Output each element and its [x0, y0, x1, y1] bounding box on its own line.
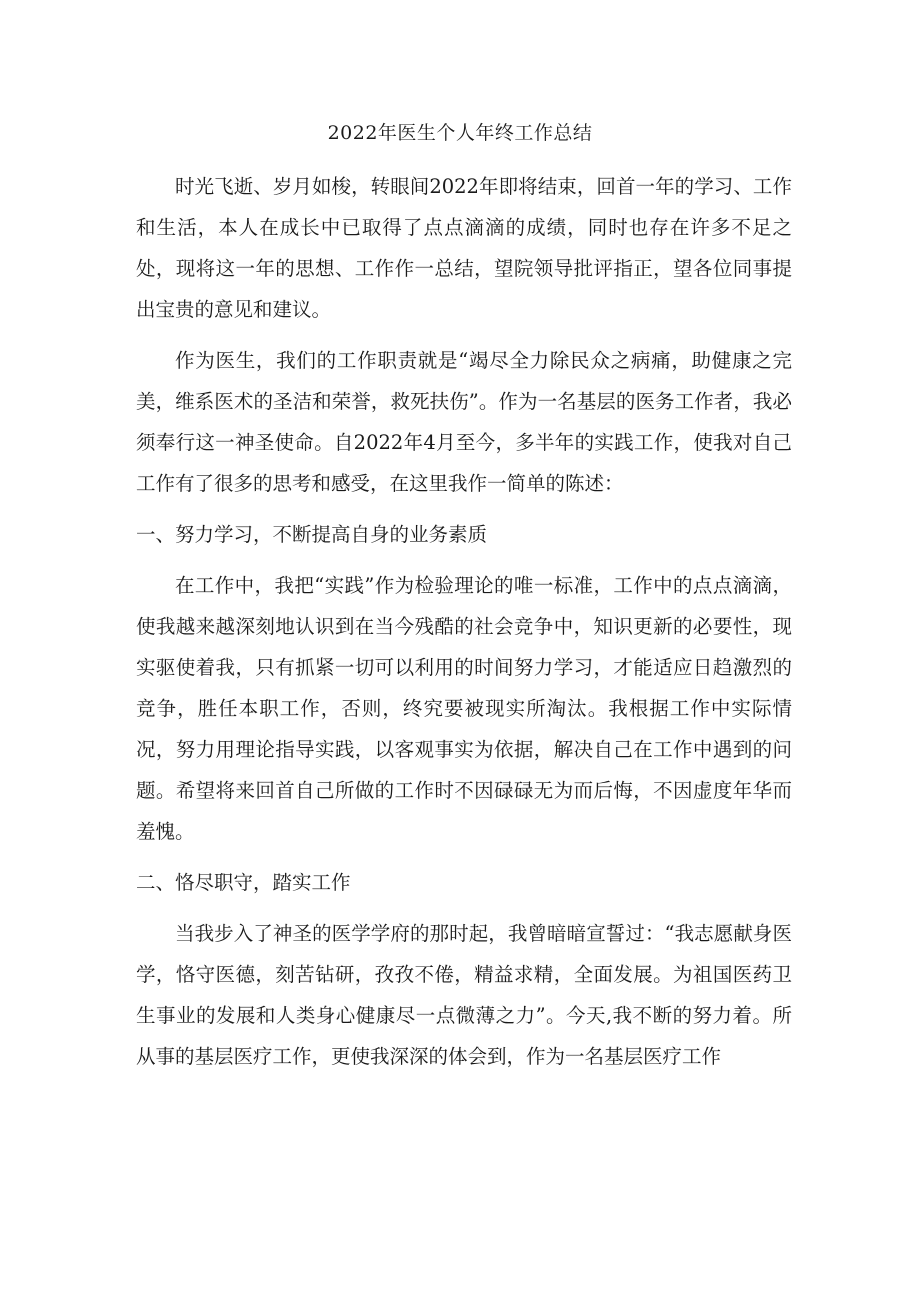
section-heading-study: 一、努力学习，不断提高自身的业务素质	[136, 523, 488, 546]
section-heading-work: 二、恪尽职守，踏实工作	[136, 871, 351, 894]
document-body	[136, 166, 792, 1087]
paragraph-study: 在工作中，我把“实践”作为检验理论的唯一标准，工作中的点点滴滴，使我越来越深刻地认识到在当今残酷的社会竞争中，知识更新的必要性，现实驱使着我，只有抓紧一切可以利用的时间努力学习，才能适应日趋激烈的竞争，胜任本职工作，否则，终究要被现实所淘汰。我根据工作中实际情况，努力用理论指导实践，以客观事实为依据，解决自己在工作中遇到的问题。希望将来回首自己所做的工作时不因碌碌无为而后悔，不因虚度年华而羞愧。	[136, 574, 792, 843]
document-title: 2022年医生个人年终工作总结	[327, 122, 593, 144]
paragraph-work: 当我步入了神圣的医学学府的那时起，我曾暗暗宣誓过：“我志愿献身医学，恪守医德，刻苦钻研，孜孜不倦，精益求精，全面发展。为祖国医药卫生事业的发展和人类身心健康尽一点微薄之力”。今天,我不断的努力着。所从事的基层医疗工作，更使我深深的体会到，作为一名基层医疗工作	[136, 922, 792, 1068]
paragraph-intro: 时光飞逝、岁月如梭，转眼间2022年即将结束，回首一年的学习、工作和生活，本人在成长中已取得了点点滴滴的成绩，同时也存在许多不足之处，现将这一年的思想、工作作一总结，望院领导批评指正，望各位同事提出宝贵的意见和建议。	[136, 175, 792, 321]
paragraph-duty: 作为医生，我们的工作职责就是“竭尽全力除民众之病痛，助健康之完美，维系医术的圣洁和荣誉，救死扶伤”。作为一名基层的医务工作者，我必须奉行这一神圣使命。自2022年4月至今，多半年的实践工作，使我对自己工作有了很多的思考和感受，在这里我作一简单的陈述：	[136, 349, 792, 495]
